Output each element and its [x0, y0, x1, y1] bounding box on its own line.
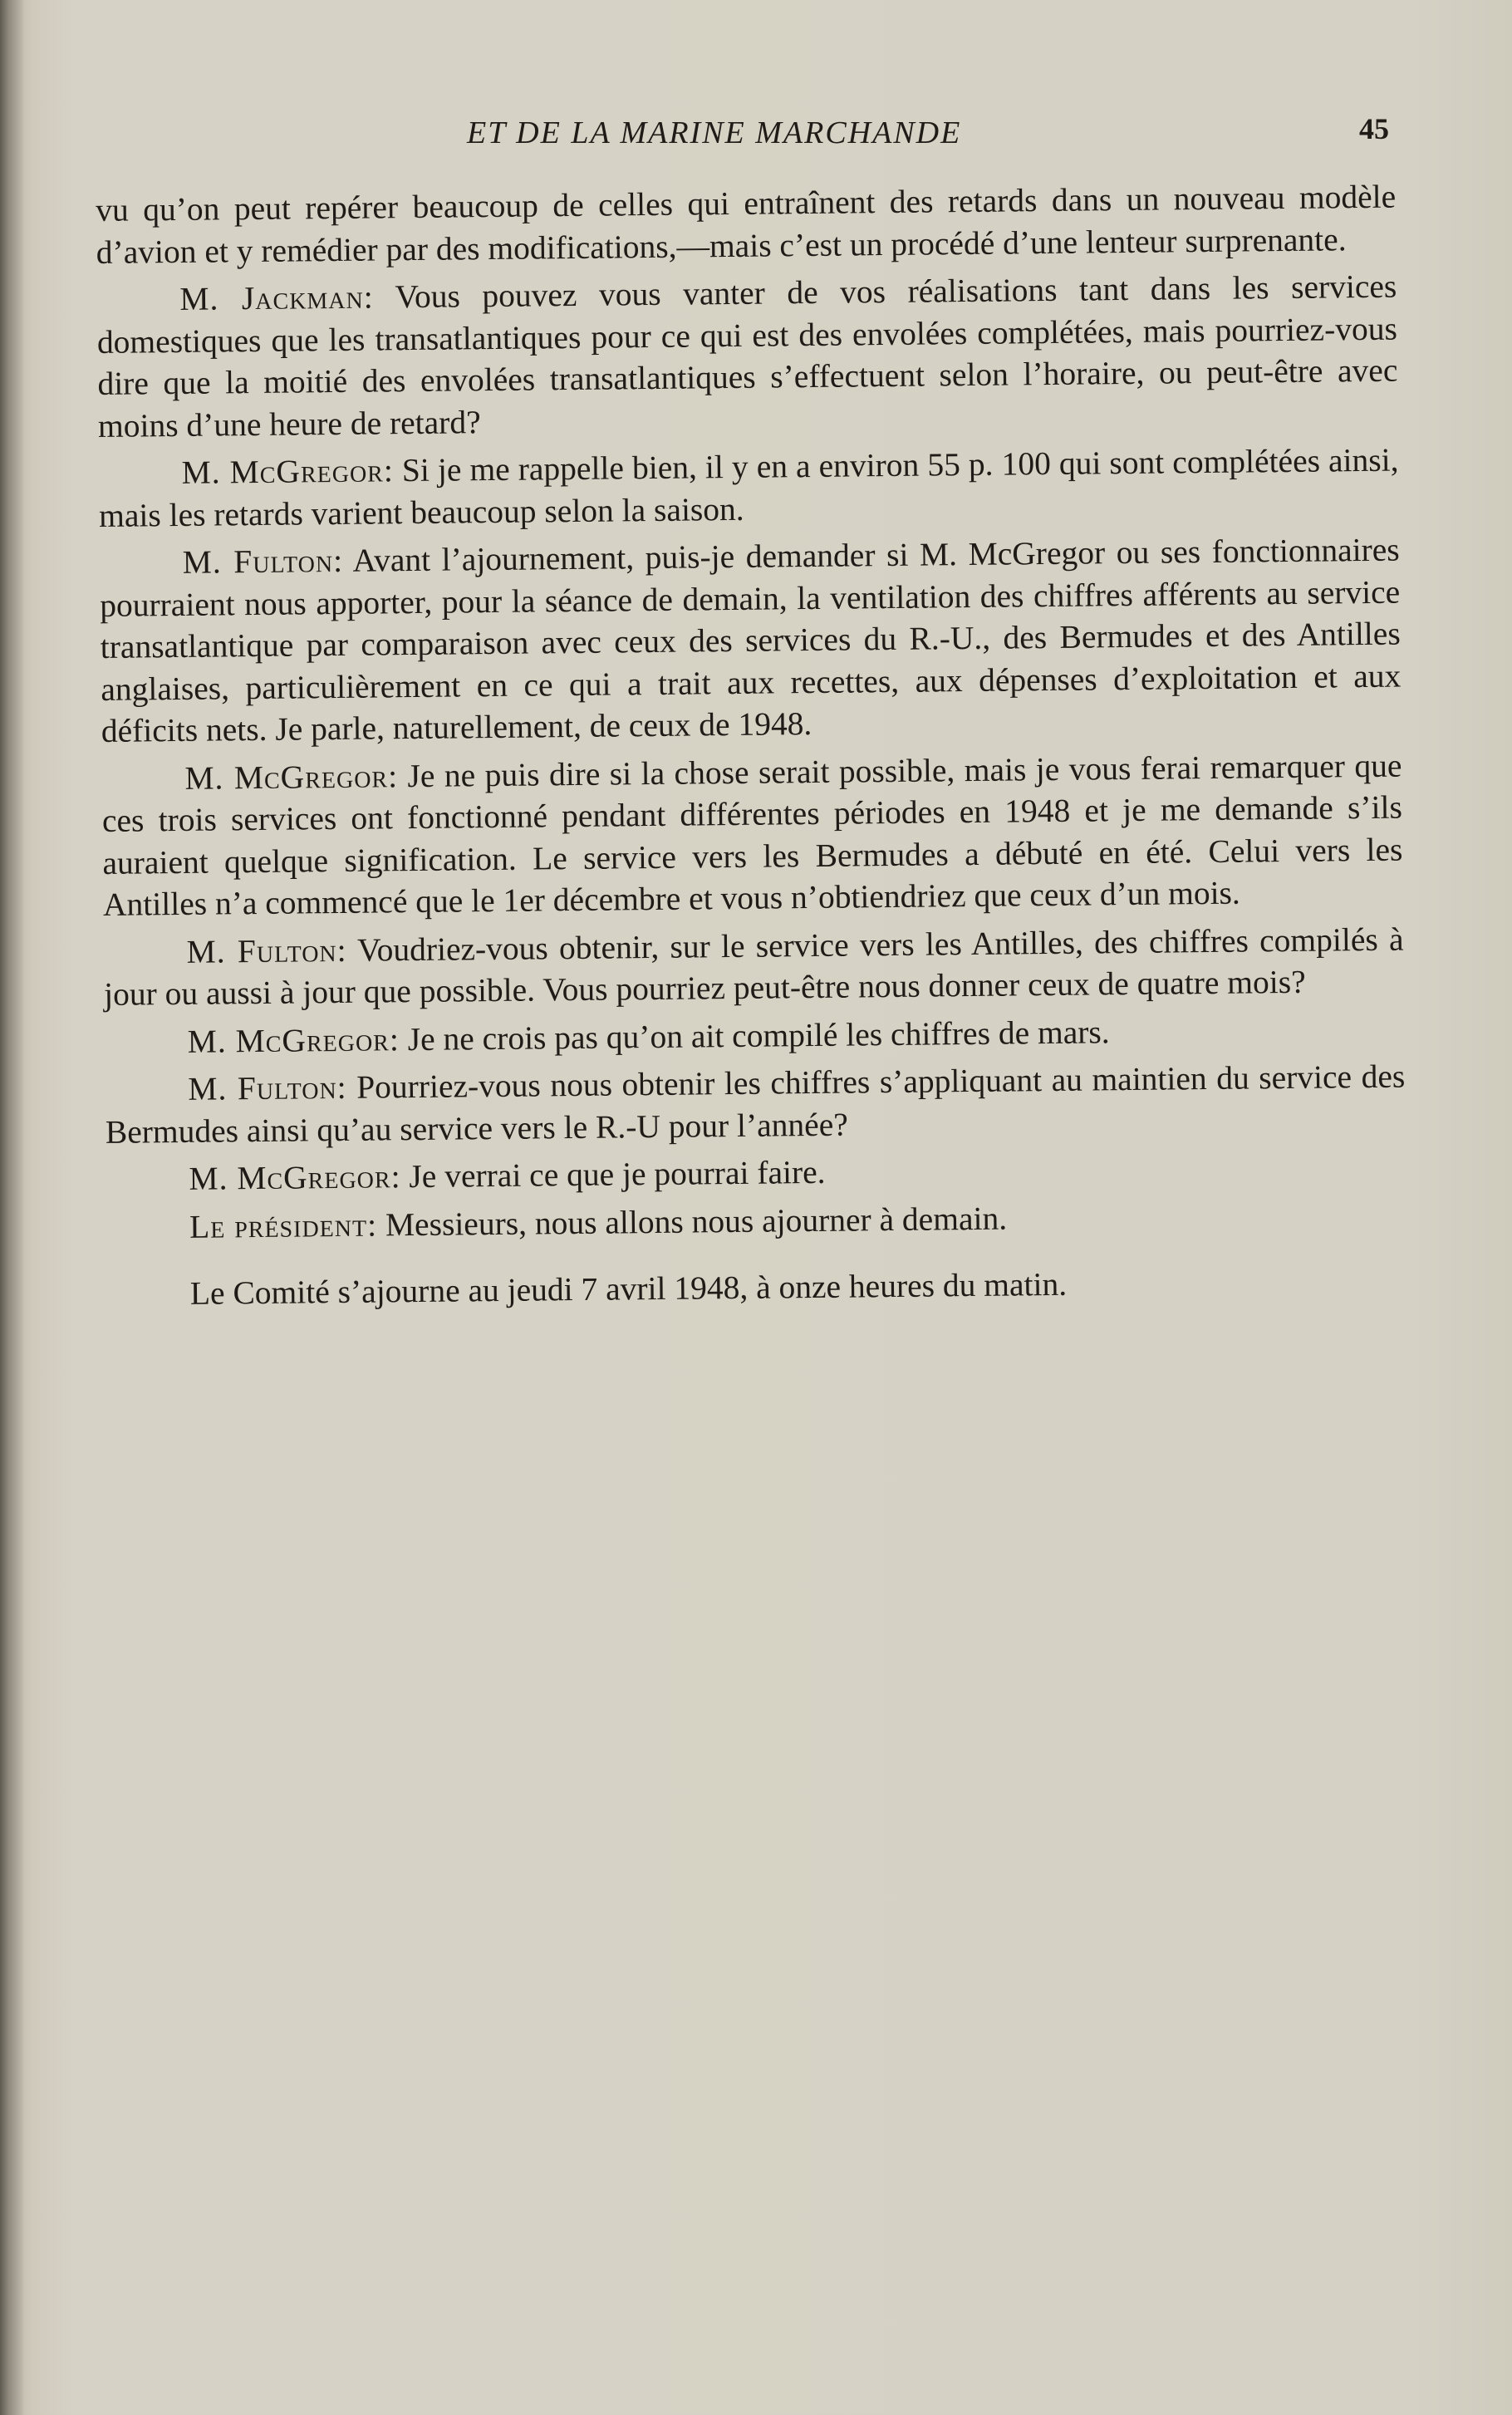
- paragraph-text: vu qu’on peut repérer beaucoup de celles qui entraînent des retards dans un nouveau modèle d’avion et y remédier par des modifications,—mais c’est un procédé d’une lenteur surprenante.: [96, 178, 1397, 271]
- body-text: [96, 176, 1407, 1322]
- paragraph-jackman: [96, 266, 1398, 447]
- paragraph-text: Avant l’ajournement, puis-je demander si M. McGregor ou ses fonctionnaires pourraient nous apporter, pour la séance de demain, la ventilation des chiffres afférents au service transatlantique par comparaison avec ceux des services du R.-U., des Bermudes et des Antilles anglaises, particulièrement en ce qui a trait aux recettes, aux dépenses d’exploitation et aux déficits nets. Je parle, naturellement, de ceux de 1948.: [100, 531, 1402, 749]
- speaker-label: M. Fulton:: [186, 931, 347, 970]
- paragraph-text: Le Comité s’ajourne au jeudi 7 avril 1948, à onze heures du matin.: [189, 1265, 1068, 1312]
- speaker-label: M. McGregor:: [181, 452, 395, 491]
- paragraph-text: Je verrai ce que je pourrai faire.: [409, 1153, 826, 1195]
- paragraph-text: Je ne puis dire si la chose serait possible, mais je vous ferai remarquer que ces trois services ont fonctionné pendant différentes périodes en 1948 et je me demande s’ils auraient quelque signification. Le service vers les Bermudes a débuté en été. Celui vers les Antilles n’a commencé que le 1er décembre et vous n’obtiendriez que ceux d’un mois.: [101, 747, 1403, 923]
- speaker-label: M. Fulton:: [188, 1068, 347, 1107]
- paragraph-text: Voudriez-vous obtenir, sur le service vers les Antilles, des chiffres compilés à jour ou aussi à jour que possible. Vous pourriez peut-être nous donner ceux de quatre mois?: [103, 920, 1404, 1013]
- paragraph-fulton: [105, 1056, 1406, 1153]
- speaker-label: M. Jackman:: [179, 278, 374, 317]
- running-header: [0, 112, 1512, 156]
- speaker-label: M. McGregor:: [187, 1020, 400, 1060]
- adjournment-note: [107, 1260, 1407, 1316]
- paragraph-text: Messieurs, nous allons nous ajourner à demain.: [385, 1200, 1008, 1243]
- running-title: ET DE LA MARINE MARCHANDE: [467, 115, 962, 150]
- page-number: 45: [1359, 112, 1389, 145]
- speaker-label: M. Fulton:: [182, 542, 344, 581]
- paragraph-mcgregor: [98, 439, 1399, 537]
- paragraph-mcgregor: [101, 744, 1403, 925]
- paragraph-text: Vous pouvez vous vanter de vos réalisations tant dans les services domestiques que les transatlantiques pour ce qui est des envolées complétées, mais pourriez-vous dire que la moitié des envolées transatlantiques s’effectuent selon l’horaire, ou peut-être avec moins d’une heure de retard?: [96, 268, 1398, 444]
- paragraph-fulton: [99, 529, 1402, 753]
- paragraph-president: [106, 1193, 1406, 1249]
- page-gutter: [0, 0, 25, 2415]
- paragraph-mcgregor: [106, 1146, 1406, 1201]
- paragraph-fulton: [103, 918, 1404, 1015]
- paragraph-text: Si je me rappelle bien, il y en a environ 55 p. 100 qui sont complétées ainsi, mais les retards varient beaucoup selon la saison.: [98, 441, 1399, 534]
- speaker-label: Le président:: [189, 1206, 378, 1245]
- paragraph-text: Pourriez-vous nous obtenir les chiffres s’appliquant au maintien du service des Bermudes ainsi qu’au service vers le R.-U pour l’année?: [105, 1058, 1406, 1151]
- speaker-label: M. McGregor:: [189, 1158, 401, 1197]
- speaker-label: M. McGregor:: [184, 757, 399, 797]
- paragraph-continuation: [96, 176, 1397, 273]
- paragraph-mcgregor: [104, 1008, 1404, 1063]
- paragraph-text: Je ne crois pas qu’on ait compilé les chiffres de mars.: [407, 1013, 1110, 1058]
